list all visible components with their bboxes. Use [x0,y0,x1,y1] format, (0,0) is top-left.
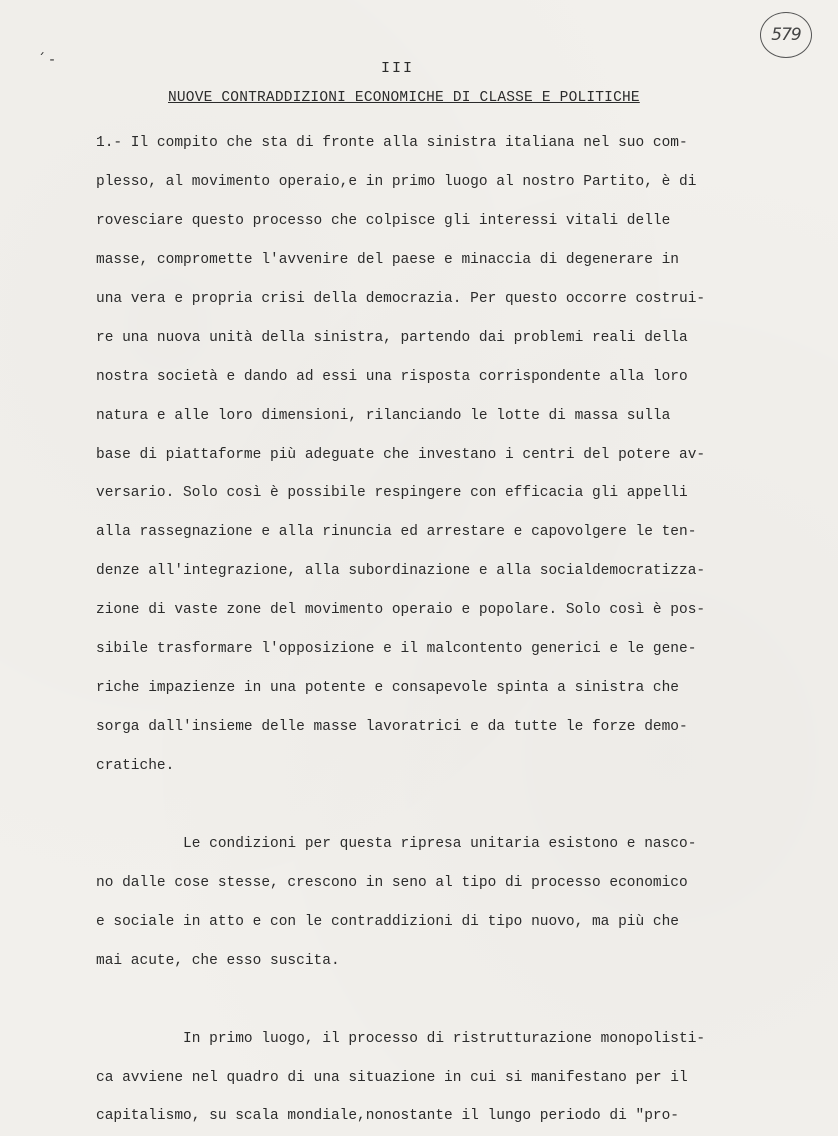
text-line: cratiche. [96,758,175,774]
text-line: re una nuova unità della sinistra, partendo dai problemi reali della [96,329,688,346]
text-line: riche impazienze in una potente e consapevole spinta a sinistra che [96,680,679,697]
text-line: natura e alle loro dimensioni, rilanciando le lotte di massa sulla [96,407,671,424]
text-line: Le condizioni per questa ripresa unitaria esistono e nasco- [96,835,697,852]
text-line: mai acute, che esso suscita. [96,952,340,969]
text-line: nostra società e dando ad essi una risposta corrispondente alla loro [96,368,688,385]
page-number-stamp: 579 [760,12,812,58]
section-title: NUOVE CONTRADDIZIONI ECONOMICHE DI CLASSE E POLITICHE [168,90,640,106]
text-line: una vera e propria crisi della democrazia. Per questo occorre costrui- [96,290,706,307]
text-line: capitalismo, su scala mondiale,nonostante il lungo periodo di "pro- [96,1108,679,1125]
text-line: masse, compromette l'avvenire del paese e minaccia di degenerare in [96,251,679,268]
text-line: versario. Solo così è possibile respingere con efficacia gli appelli [96,485,688,502]
text-line: no dalle cose stesse, crescono in seno al tipo di processo economico [96,874,688,891]
section-number: III [381,60,415,77]
text-line: alla rassegnazione e alla rinuncia ed arrestare e capovolgere le ten- [96,524,697,541]
paragraph-gap [96,981,796,1020]
text-line: sibile trasformare l'opposizione e il malcontento generici e le gene- [96,641,697,658]
text-line: In primo luogo, il processo di ristrutturazione monopolisti- [96,1030,706,1047]
paragraph-gap [96,786,796,825]
text-line: sorga dall'insieme delle masse lavoratrici e da tutte le forze demo- [96,719,688,736]
margin-mark: ´ - [38,52,55,68]
text-line: ca avviene nel quadro di una situazione in cui si manifestano per il [96,1069,688,1086]
text-line: denze all'integrazione, alla subordinazione e alla socialdemocratizza- [96,563,706,580]
body-text [96,124,796,1136]
text-line: base di piattaforme più adeguate che investano i centri del potere av- [96,446,706,463]
text-line: plesso, al movimento operaio,e in primo luogo al nostro Partito, è di [96,173,697,190]
text-line: zione di vaste zone del movimento operaio e popolare. Solo così è pos- [96,602,706,619]
text-line: 1.- Il compito che sta di fronte alla sinistra italiana nel suo com- [96,135,688,151]
text-line: e sociale in atto e con le contraddizioni di tipo nuovo, ma più che [96,913,679,930]
text-line: rovesciare questo processo che colpisce gli interessi vitali delle [96,212,671,229]
